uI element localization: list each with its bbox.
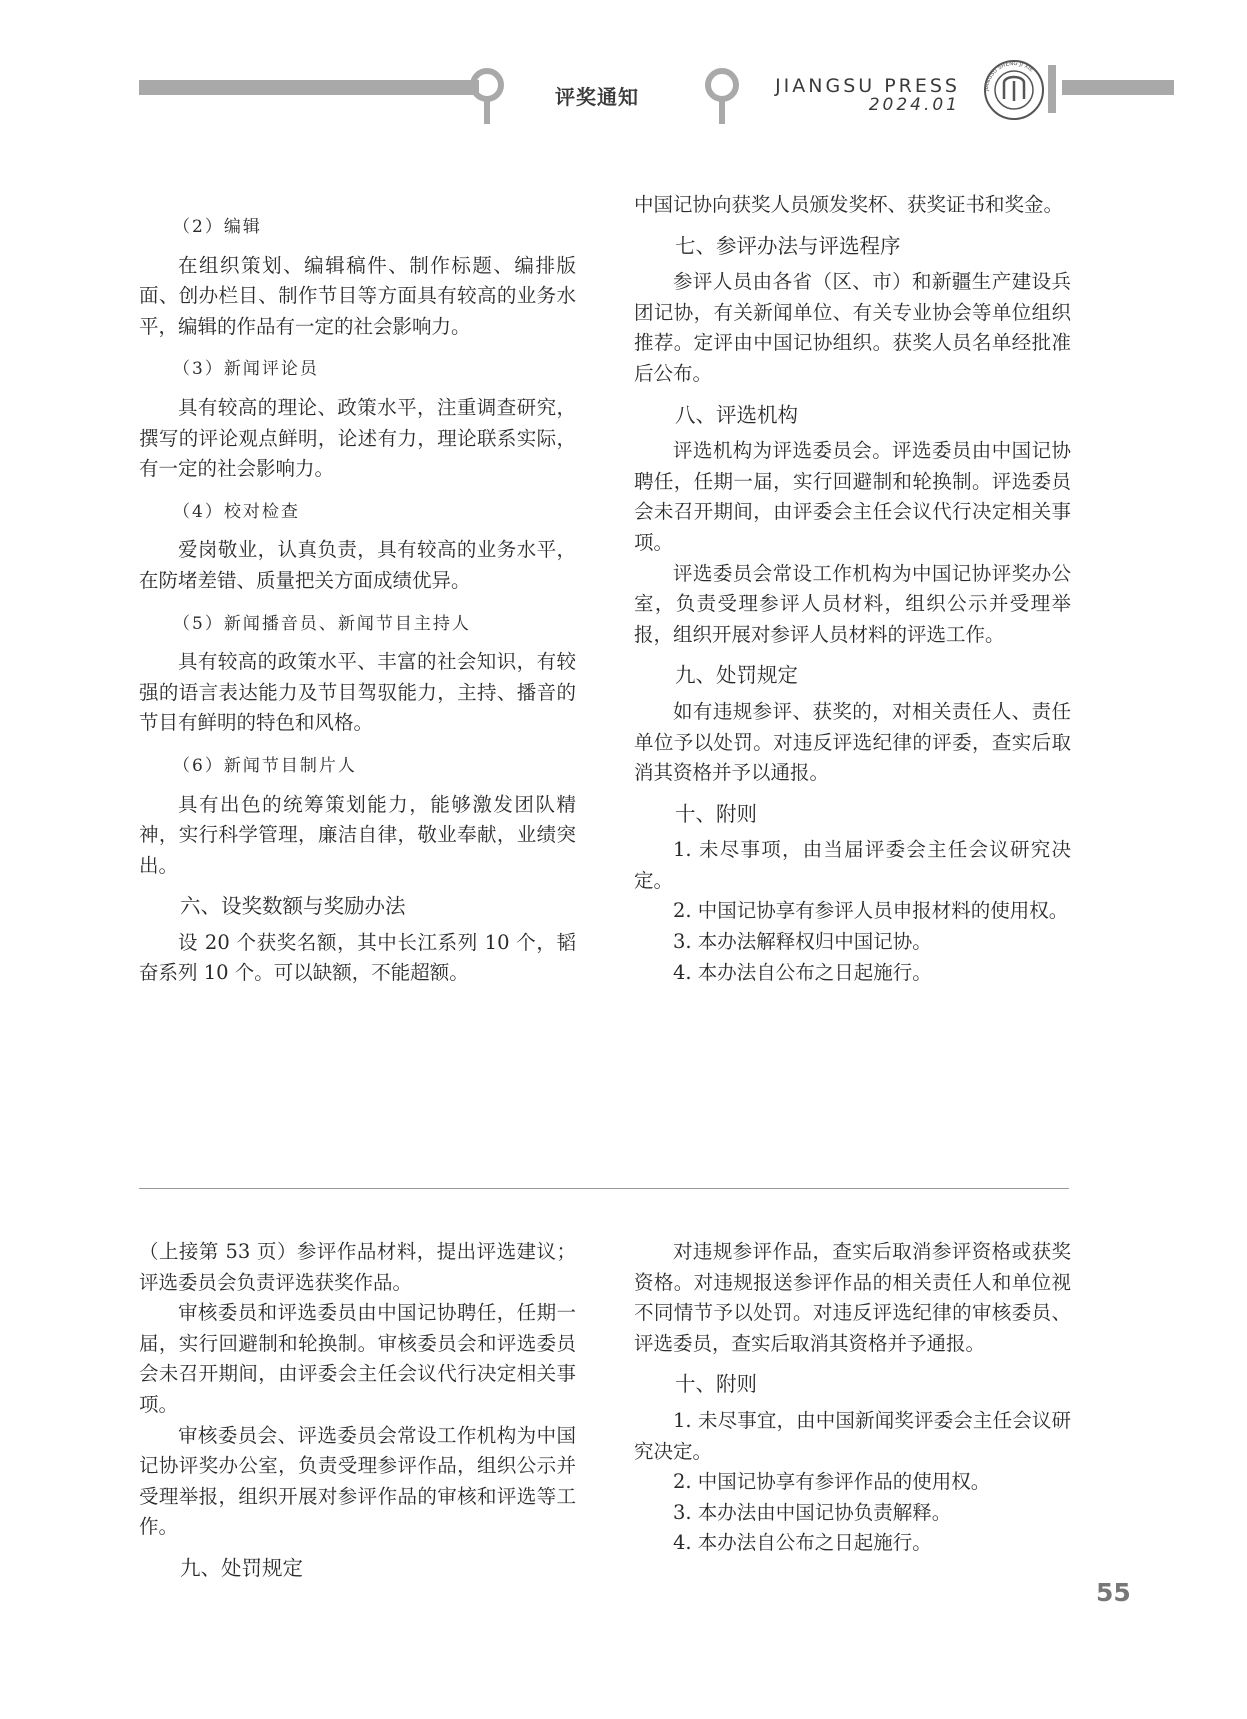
continued-paragraph: 中国记协向获奖人员颁发奖杯、获奖证书和奖金。 xyxy=(634,193,1064,216)
paragraph: 具有较高的政策水平、丰富的社会知识，有较强的语言表达能力及节目驾驭能力，主持、播音的节目有鲜明的特色和风格。 xyxy=(139,650,576,735)
paragraph: 具有出色的统筹策划能力，能够激发团队精神，实行科学管理，廉洁自律，敬业奉献，业绩突出。 xyxy=(139,792,576,877)
section-heading: 十、附则 xyxy=(675,1372,757,1397)
press-title xyxy=(760,75,960,115)
header-bar-right xyxy=(1062,80,1174,95)
lower-right-column xyxy=(634,1237,1071,1559)
lower-left-column xyxy=(139,1237,576,1590)
pin-icon-right xyxy=(700,66,744,126)
section-heading: 八、评选机构 xyxy=(675,402,798,427)
section-heading: 十、附则 xyxy=(675,801,757,826)
section-heading: 九、处罚规定 xyxy=(675,663,798,688)
paragraph: 评选委员会常设工作机构为中国记协评奖办公室，负责受理参评人员材料，组织公示并受理举报，组织开展对参评人员材料的评选工作。 xyxy=(634,561,1071,646)
section-heading: 九、处罚规定 xyxy=(180,1555,303,1580)
paragraph: 4. 本办法自公布之日起施行。 xyxy=(673,960,932,984)
paragraph: 设 20 个获奖名额，其中长江系列 10 个，韬奋系列 10 个。可以缺额，不能超额。 xyxy=(139,930,576,985)
paragraph: 2. 中国记协享有参评人员申报材料的使用权。 xyxy=(673,899,1069,923)
paragraph: 3. 本办法解释权归中国记协。 xyxy=(673,930,932,954)
continued-paragraph: （上接第 53 页）参评作品材料，提出评选建议；评选委员会负责评选获奖作品。 xyxy=(139,1240,576,1294)
paragraph: 在组织策划、编辑稿件、制作标题、编排版面、创办栏目、制作节目等方面具有较高的业务水平，编辑的作品有一定的社会影响力。 xyxy=(139,253,576,338)
paragraph: 评选机构为评选委员会。评选委员由中国记协聘任，任期一届，实行回避制和轮换制。评选委员会未召开期间，由评委会主任会议代行决定相关事项。 xyxy=(634,439,1071,554)
seal-text: JIANGSU SHENG JI XIE xyxy=(983,60,1035,92)
upper-right-column xyxy=(634,190,1071,988)
sub-heading: （4）校对检查 xyxy=(173,501,300,522)
paragraph: 审核委员和评选委员由中国记协聘任，任期一届，实行回避制和轮换制。审核委员会和评选委员会未召开期间，由评委会主任会议代行决定相关事项。 xyxy=(139,1301,576,1416)
section-heading: 六、设奖数额与奖励办法 xyxy=(180,894,406,919)
paragraph: 2. 中国记协享有参评作品的使用权。 xyxy=(673,1470,991,1494)
sub-heading: （6）新闻节目制片人 xyxy=(173,755,357,776)
paragraph: 爱岗敬业，认真负责，具有较高的业务水平，在防堵差错、质量把关方面成绩优异。 xyxy=(139,538,576,592)
sub-heading: （5）新闻播音员、新闻节目主持人 xyxy=(173,613,471,634)
page-number: 55 xyxy=(1096,1578,1131,1607)
paragraph: 3. 本办法由中国记协负责解释。 xyxy=(673,1500,952,1524)
upper-left-column xyxy=(139,200,576,989)
paragraph: 1. 未尽事宜，由中国新闻奖评委会主任会议研究决定。 xyxy=(634,1408,1071,1463)
paragraph: 如有违规参评、获奖的，对相关责任人、责任单位予以处罚。对违反评选纪律的评委，查实后取消其资格并予以通报。 xyxy=(634,699,1071,785)
section-heading: 七、参评办法与评选程序 xyxy=(675,233,901,258)
issue-number: 2024.01 xyxy=(868,95,960,115)
press-name: JIANGSU PRESS xyxy=(775,75,960,97)
paragraph: 审核委员会、评选委员会常设工作机构为中国记协评奖办公室，负责受理参评作品，组织公示并受理举报，组织开展对参评作品的审核和评选等工作。 xyxy=(139,1423,576,1539)
paragraph: 具有较高的理论、政策水平，注重调查研究，撰写的评论观点鲜明，论述有力，理论联系实际，有一定的社会影响力。 xyxy=(139,395,576,481)
sub-heading: （2）编辑 xyxy=(173,217,262,237)
section-divider xyxy=(139,1188,1069,1189)
association-seal-icon xyxy=(978,57,1058,121)
paragraph: 对违规参评作品，查实后取消参评资格或获奖资格。对违规报送参评作品的相关责任人和单位视不同情节予以处罚。对违反评选纪律的审核委员、评选委员，查实后取消其资格并予通报。 xyxy=(634,1240,1071,1355)
pin-icon-left xyxy=(465,66,509,126)
paragraph: 4. 本办法自公布之日起施行。 xyxy=(673,1531,932,1555)
sub-heading: （3）新闻评论员 xyxy=(173,359,319,380)
header-bar-left xyxy=(139,80,479,95)
paragraph: 参评人员由各省（区、市）和新疆生产建设兵团记协，有关新闻单位、有关专业协会等单位组织推荐。定评由中国记协组织。获奖人员名单经批准后公布。 xyxy=(634,270,1071,385)
paragraph: 1. 未尽事项，由当届评委会主任会议研究决定。 xyxy=(634,838,1071,892)
section-title: 评奖通知 xyxy=(555,85,639,109)
